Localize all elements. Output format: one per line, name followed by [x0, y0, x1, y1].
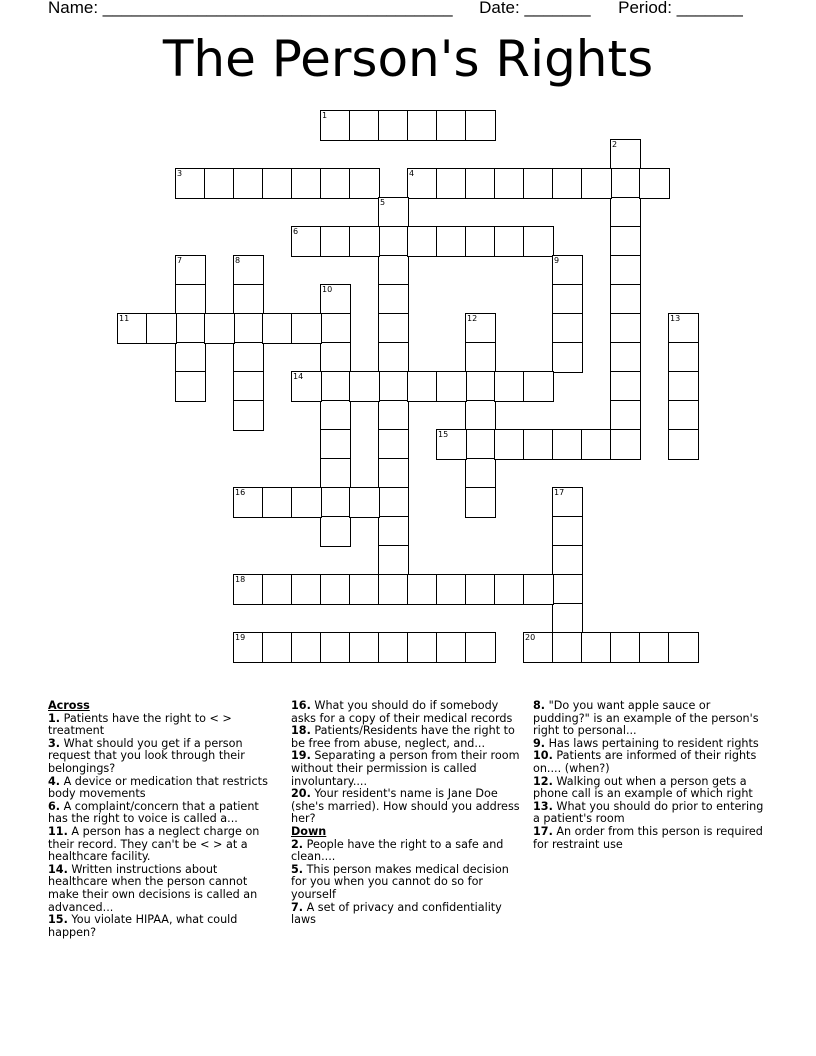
- crossword-cell[interactable]: [436, 574, 467, 605]
- crossword-cell[interactable]: [117, 313, 148, 344]
- crossword-cell[interactable]: [494, 371, 525, 402]
- clue-item-text: Patients are informed of their rights on.... (when?): [533, 749, 757, 775]
- clue-item-number: 19.: [291, 749, 311, 763]
- date-field[interactable]: Date: _______: [479, 0, 591, 17]
- crossword-cell[interactable]: [320, 632, 351, 663]
- crossword-cell[interactable]: [494, 574, 525, 605]
- crossword-cell[interactable]: [610, 168, 641, 199]
- clue-item-number: 5.: [291, 862, 304, 876]
- crossword-cell[interactable]: [639, 632, 670, 663]
- crossword-cell[interactable]: [465, 371, 496, 402]
- clue-item-text: This person makes medical decision for you when you cannot do so for yourself: [291, 862, 509, 901]
- crossword-cell[interactable]: [262, 487, 293, 518]
- clue-item: [48, 864, 270, 914]
- crossword-cell[interactable]: [552, 168, 583, 199]
- clue-item: [48, 914, 270, 939]
- crossword-cell[interactable]: [668, 632, 699, 663]
- crossword-cell[interactable]: [378, 284, 409, 315]
- clue-item-number: 18.: [291, 724, 311, 738]
- clues-column-2: [291, 700, 521, 927]
- clue-item-number: 14.: [48, 862, 68, 876]
- crossword-cell[interactable]: [262, 574, 293, 605]
- crossword-cell[interactable]: [349, 487, 380, 518]
- clue-item-number: 20.: [291, 787, 311, 801]
- crossword-cell[interactable]: [552, 574, 583, 605]
- crossword-cell[interactable]: [349, 226, 380, 257]
- crossword-cell[interactable]: [320, 487, 351, 518]
- crossword-cell[interactable]: [610, 226, 641, 257]
- crossword-cell[interactable]: [552, 429, 583, 460]
- crossword-cell[interactable]: [436, 429, 467, 460]
- crossword-cell[interactable]: [291, 226, 322, 257]
- crossword-cell[interactable]: [233, 371, 264, 402]
- crossword-cell[interactable]: [378, 110, 409, 141]
- crossword-cell[interactable]: [175, 255, 206, 286]
- crossword-cell[interactable]: [320, 516, 351, 547]
- crossword-cell[interactable]: [291, 371, 322, 402]
- down-clue-list-continued: [533, 700, 768, 851]
- crossword-cell[interactable]: [610, 400, 641, 431]
- crossword-cell[interactable]: [378, 342, 409, 373]
- crossword-cell[interactable]: [233, 284, 264, 315]
- crossword-cell[interactable]: [465, 574, 496, 605]
- clue-number: 1: [322, 111, 328, 120]
- crossword-cell[interactable]: [378, 516, 409, 547]
- crossword-cell[interactable]: [378, 371, 409, 402]
- crossword-cell[interactable]: [465, 632, 496, 663]
- crossword-cell[interactable]: [262, 168, 293, 199]
- clue-item: [48, 713, 270, 738]
- clue-item-number: 4.: [48, 774, 61, 788]
- crossword-cell[interactable]: [465, 110, 496, 141]
- crossword-cell[interactable]: [378, 632, 409, 663]
- crossword-cell[interactable]: [233, 632, 264, 663]
- clue-item: [533, 750, 768, 775]
- crossword-cell[interactable]: [668, 429, 699, 460]
- worksheet-header: [48, 0, 743, 18]
- crossword-cell[interactable]: [175, 284, 206, 315]
- clue-item-text: What should you get if a person request that you look through their belongings?: [48, 736, 245, 775]
- clue-item-text: "Do you want apple sauce or pudding?" is an example of the person's right to personal...: [533, 699, 759, 738]
- down-clue-list: [291, 839, 521, 927]
- crossword-cell[interactable]: [378, 487, 409, 518]
- clue-item-text: Has laws pertaining to resident rights: [545, 736, 759, 750]
- crossword-cell[interactable]: [175, 342, 206, 373]
- clue-number: 19: [235, 633, 246, 642]
- crossword-cell[interactable]: [436, 226, 467, 257]
- clue-item: [291, 902, 521, 927]
- crossword-cell[interactable]: [552, 487, 583, 518]
- clue-number: 3: [177, 169, 183, 178]
- clue-item: [291, 788, 521, 826]
- clue-item-number: 3.: [48, 736, 61, 750]
- crossword-cell[interactable]: [581, 168, 612, 199]
- crossword-cell[interactable]: [552, 313, 583, 344]
- crossword-cell[interactable]: [610, 284, 641, 315]
- clue-item-text: A person has a neglect charge on their record. They can't be < > at a healthcare facility.: [48, 824, 260, 864]
- crossword-cell[interactable]: [378, 400, 409, 431]
- crossword-cell[interactable]: [465, 226, 496, 257]
- crossword-cell[interactable]: [320, 342, 351, 373]
- clue-item: [291, 725, 521, 750]
- clue-item-text: An order from this person is required for restraint use: [533, 824, 763, 851]
- clues-column-3: [533, 700, 768, 851]
- crossword-cell[interactable]: [349, 371, 380, 402]
- crossword-cell[interactable]: [610, 371, 641, 402]
- crossword-cell[interactable]: [552, 545, 583, 576]
- clue-number: 9: [554, 256, 560, 265]
- crossword-cell[interactable]: [436, 168, 467, 199]
- clue-item-text: A set of privacy and confidentiality laws: [291, 900, 502, 927]
- crossword-cell[interactable]: [262, 313, 293, 344]
- crossword-cell[interactable]: [320, 458, 351, 489]
- crossword-cell[interactable]: [262, 632, 293, 663]
- clue-item-text: Patients have the right to < > treatment: [48, 711, 232, 738]
- clue-item-number: 1.: [48, 711, 61, 725]
- crossword-cell[interactable]: [407, 574, 438, 605]
- clue-number: 17: [554, 488, 565, 497]
- crossword-cell[interactable]: [523, 168, 554, 199]
- crossword-cell[interactable]: [291, 168, 322, 199]
- clue-number: 2: [612, 140, 618, 149]
- crossword-cell[interactable]: [668, 342, 699, 373]
- clue-item-text: People have the right to a safe and clean....: [291, 837, 504, 864]
- clue-item-text: Patients/Residents have the right to be free from abuse, neglect, and...: [291, 724, 515, 750]
- crossword-cell[interactable]: [320, 110, 351, 141]
- crossword-cell[interactable]: [378, 458, 409, 489]
- crossword-cell[interactable]: [349, 110, 380, 141]
- clue-item-number: 11.: [48, 824, 68, 838]
- clue-item-number: 17.: [533, 824, 553, 838]
- crossword-cell[interactable]: [320, 400, 351, 431]
- clue-item: [48, 776, 270, 801]
- crossword-cell[interactable]: [320, 226, 351, 257]
- crossword-cell[interactable]: [465, 458, 496, 489]
- clue-item-number: 8.: [533, 699, 546, 712]
- crossword-cell[interactable]: [610, 429, 641, 460]
- clue-number: 7: [177, 256, 183, 265]
- crossword-cell[interactable]: [378, 226, 409, 257]
- crossword-cell[interactable]: [465, 313, 496, 344]
- clue-item-number: 10.: [533, 749, 553, 763]
- clue-item-text: You violate HIPAA, what could happen?: [48, 913, 238, 939]
- crossword-cell[interactable]: [552, 342, 583, 373]
- clue-item: [48, 738, 270, 776]
- crossword-cell[interactable]: [610, 255, 641, 286]
- crossword-cell[interactable]: [581, 429, 612, 460]
- crossword-cell[interactable]: [378, 197, 409, 228]
- crossword-cell[interactable]: [552, 255, 583, 286]
- clue-item-number: 9.: [533, 736, 546, 750]
- crossword-cell[interactable]: [523, 574, 554, 605]
- crossword-cell[interactable]: [233, 255, 264, 286]
- clue-item: [291, 839, 521, 864]
- clue-item-text: Separating a person from their room without their permission is called involuntary....: [291, 749, 520, 788]
- crossword-cell[interactable]: [523, 429, 554, 460]
- crossword-cell[interactable]: [378, 545, 409, 576]
- clue-item-text: Your resident's name is Jane Doe (she's married). How should you address her?: [291, 787, 520, 826]
- name-field[interactable]: Name: _____________________________________: [48, 0, 453, 17]
- crossword-cell[interactable]: [233, 168, 264, 199]
- crossword-cell[interactable]: [639, 168, 670, 199]
- clue-item-number: 15.: [48, 913, 68, 927]
- crossword-cell[interactable]: [610, 632, 641, 663]
- crossword-cell[interactable]: [668, 313, 699, 344]
- crossword-cell[interactable]: [175, 313, 206, 344]
- clue-item-number: 13.: [533, 799, 553, 813]
- crossword-cell[interactable]: [523, 371, 554, 402]
- clue-item: [533, 801, 768, 826]
- clue-item-text: A device or medication that restricts body movements: [48, 774, 268, 801]
- crossword-cell[interactable]: [291, 632, 322, 663]
- crossword-cell[interactable]: [523, 632, 554, 663]
- crossword-cell[interactable]: [291, 487, 322, 518]
- crossword-cell[interactable]: [465, 429, 496, 460]
- clue-item: [291, 864, 521, 902]
- clue-item-number: 2.: [291, 837, 304, 851]
- crossword-cell[interactable]: [668, 400, 699, 431]
- crossword-cell[interactable]: [407, 226, 438, 257]
- crossword-cell[interactable]: [552, 284, 583, 315]
- clue-item-number: 16.: [291, 699, 311, 712]
- clue-number: 4: [409, 169, 415, 178]
- crossword-cell[interactable]: [494, 226, 525, 257]
- crossword-cell[interactable]: [523, 226, 554, 257]
- crossword-cell[interactable]: [291, 574, 322, 605]
- crossword-cell[interactable]: [320, 168, 351, 199]
- crossword-cell[interactable]: [204, 313, 235, 344]
- clue-number: 8: [235, 256, 241, 265]
- clue-item: [291, 750, 521, 788]
- crossword-cell[interactable]: [175, 168, 206, 199]
- crossword-cell[interactable]: [610, 139, 641, 170]
- clue-item-number: 12.: [533, 774, 553, 788]
- crossword-cell[interactable]: [320, 313, 351, 344]
- crossword-cell[interactable]: [291, 313, 322, 344]
- crossword-cell[interactable]: [494, 429, 525, 460]
- crossword-cell[interactable]: [436, 110, 467, 141]
- clue-number: 16: [235, 488, 246, 497]
- crossword-cell[interactable]: [610, 197, 641, 228]
- crossword-cell[interactable]: [233, 342, 264, 373]
- clue-number: 13: [670, 314, 681, 323]
- clue-item-text: What you should do if somebody asks for a copy of their medical records: [291, 699, 513, 725]
- clue-number: 20: [525, 633, 536, 642]
- crossword-cell[interactable]: [407, 168, 438, 199]
- clues-column-1: [48, 700, 270, 939]
- clue-item-text: A complaint/concern that a patient has the right to voice is called a...: [48, 799, 259, 826]
- clue-number: 5: [380, 198, 386, 207]
- clue-number: 15: [438, 430, 449, 439]
- across-clue-list: [48, 713, 270, 940]
- clue-number: 12: [467, 314, 478, 323]
- crossword-cell[interactable]: [494, 168, 525, 199]
- down-heading: Down: [291, 824, 327, 838]
- crossword-cell[interactable]: [465, 168, 496, 199]
- across-clue-list-continued: [291, 700, 521, 826]
- clue-item-number: 6.: [48, 799, 61, 813]
- crossword-cell[interactable]: [465, 400, 496, 431]
- crossword-cell[interactable]: [233, 574, 264, 605]
- crossword-cell[interactable]: [378, 255, 409, 286]
- crossword-cell[interactable]: [349, 632, 380, 663]
- clue-item: [291, 700, 521, 725]
- clue-item: [48, 801, 270, 826]
- crossword-cell[interactable]: [407, 110, 438, 141]
- crossword-cell[interactable]: [436, 371, 467, 402]
- clue-item: [533, 826, 768, 851]
- clue-number: 10: [322, 285, 333, 294]
- crossword-cell[interactable]: [320, 371, 351, 402]
- clue-item-number: 7.: [291, 900, 304, 914]
- crossword-cell[interactable]: [233, 400, 264, 431]
- crossword-cell[interactable]: [378, 429, 409, 460]
- crossword-cell[interactable]: [407, 632, 438, 663]
- clue-item: [533, 776, 768, 801]
- crossword-cell[interactable]: [552, 516, 583, 547]
- clue-number: 18: [235, 575, 246, 584]
- crossword-cell[interactable]: [204, 168, 235, 199]
- period-field[interactable]: Period: _______: [618, 0, 743, 17]
- clue-item-text: Walking out when a person gets a phone call is an example of which right: [533, 774, 753, 801]
- crossword-cell[interactable]: [320, 429, 351, 460]
- crossword-cell[interactable]: [378, 574, 409, 605]
- crossword-cell[interactable]: [407, 371, 438, 402]
- crossword-cell[interactable]: [610, 342, 641, 373]
- crossword-cell[interactable]: [378, 313, 409, 344]
- clue-number: 14: [293, 372, 304, 381]
- crossword-cell[interactable]: [349, 574, 380, 605]
- crossword-cell[interactable]: [552, 632, 583, 663]
- crossword-cell[interactable]: [233, 313, 264, 344]
- crossword-cell[interactable]: [146, 313, 177, 344]
- crossword-cell[interactable]: [465, 342, 496, 373]
- crossword-cell[interactable]: [610, 313, 641, 344]
- clue-item-text: Written instructions about healthcare when the person cannot make their own decisions is called an advanced...: [48, 862, 258, 914]
- clue-item: [533, 700, 768, 738]
- crossword-cell[interactable]: [175, 371, 206, 402]
- crossword-cell[interactable]: [320, 284, 351, 315]
- crossword-cell[interactable]: [552, 603, 583, 634]
- clue-number: 6: [293, 227, 299, 236]
- crossword-cell[interactable]: [668, 371, 699, 402]
- puzzle-title: The Person's Rights: [162, 30, 654, 88]
- crossword-cell[interactable]: [465, 487, 496, 518]
- clue-number: 11: [119, 314, 130, 323]
- clue-item: [48, 826, 270, 864]
- crossword-cell[interactable]: [436, 632, 467, 663]
- crossword-cell[interactable]: [320, 574, 351, 605]
- across-heading: Across: [48, 699, 90, 712]
- clue-item-text: What you should do prior to entering a patient's room: [533, 799, 764, 826]
- crossword-cell[interactable]: [233, 487, 264, 518]
- crossword-cell[interactable]: [349, 168, 380, 199]
- crossword-cell[interactable]: [581, 632, 612, 663]
